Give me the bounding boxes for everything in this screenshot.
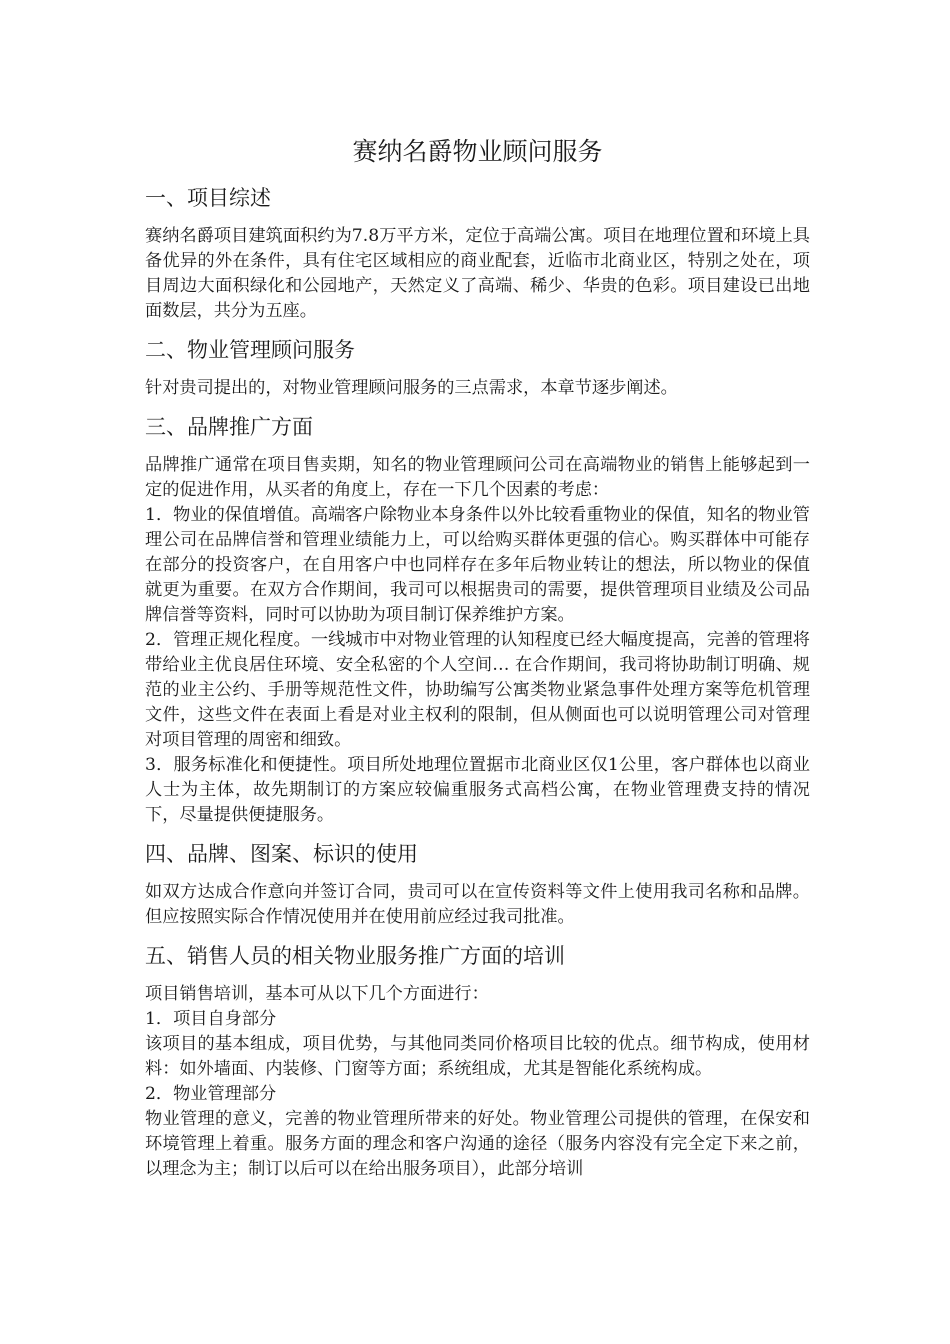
paragraph: 物业管理的意义，完善的物业管理所带来的好处。物业管理公司提供的管理，在保安和环境管理上着重。服务方面的理念和客户沟通的途径（服务内容没有完全定下来之前，以理念为主；制订以后可以在给出服务项目），此部分培训 [145, 1109, 810, 1179]
section-heading: 三、品牌推广方面 [145, 415, 313, 439]
paragraph: 品牌推广通常在项目售卖期，知名的物业管理顾问公司在高端物业的销售上能够起到一定的促进作用，从买者的角度上，存在一下几个因素的考虑： [145, 455, 810, 500]
paragraph: 1．物业的保值增值。高端客户除物业本身条件以外比较看重物业的保值，知名的物业管理公司在品牌信誉和管理业绩能力上，可以给购买群体更强的信心。购买群体中可能存在部分的投资客户，在自用客户中也同样存在多年后物业转让的想法，所以物业的保值就更为重要。在双方合作期间，我司可以根据贵司的需要，提供管理项目业绩及公司品牌信誉等资料，同时可以协助为项目制订保养维护方案。 [145, 505, 810, 625]
section-heading: 五、销售人员的相关物业服务推广方面的培训 [145, 944, 565, 968]
paragraph: 2．管理正规化程度。一线城市中对物业管理的认知程度已经大幅度提高，完善的管理将带给业主优良居住环境、安全私密的个人空间… 在合作期间，我司将协助制订明确、规范的业主公约、手册等规范性文件，协助编写公寓类物业紧急事件处理方案等危机管理文件，这些文件在表面上看是对业主权利的限制，但从侧面也可以说明管理公司对管理对项目管理的周密和细致。 [145, 630, 810, 750]
section-heading: 二、物业管理顾问服务 [145, 338, 355, 362]
section-overview [145, 182, 810, 324]
paragraph: 1．项目自身部分 [145, 1009, 277, 1029]
paragraph: 3．服务标准化和便捷性。项目所处地理位置据市北商业区仅1公里，客户群体也以商业人士为主体，故先期制订的方案应较偏重服务式高档公寓，在物业管理费支持的情况下，尽量提供便捷服务。 [145, 755, 810, 825]
paragraph: 2．物业管理部分 [145, 1084, 277, 1104]
document-page [145, 132, 810, 1188]
paragraph: 如双方达成合作意向并签订合同，贵司可以在宣传资料等文件上使用我司名称和品牌。但应按照实际合作情况使用并在使用前应经过我司批准。 [145, 882, 810, 927]
paragraph: 针对贵司提出的，对物业管理顾问服务的三点需求，本章节逐步阐述。 [145, 378, 678, 398]
section-heading: 四、品牌、图案、标识的使用 [145, 842, 418, 866]
paragraph: 该项目的基本组成，项目优势，与其他同类同价格项目比较的优点。细节构成，使用材料：如外墙面、内装修、门窗等方面；系统组成，尤其是智能化系统构成。 [145, 1034, 810, 1079]
section-sales-training [145, 940, 810, 1182]
section-heading: 一、项目综述 [145, 186, 271, 210]
section-consulting-service [145, 334, 810, 401]
section-brand-usage [145, 838, 810, 930]
section-brand-promotion [145, 411, 810, 828]
paragraph: 赛纳名爵项目建筑面积约为7.8万平方米，定位于高端公寓。项目在地理位置和环境上具备优异的外在条件，具有住宅区域相应的商业配套，近临市北商业区，特别之处在，项目周边大面积绿化和公园地产，天然定义了高端、稀少、华贵的色彩。项目建设已出地面数层，共分为五座。 [145, 226, 810, 321]
paragraph: 项目销售培训，基本可从以下几个方面进行： [145, 984, 489, 1004]
document-title: 赛纳名爵物业顾问服务 [352, 137, 603, 166]
